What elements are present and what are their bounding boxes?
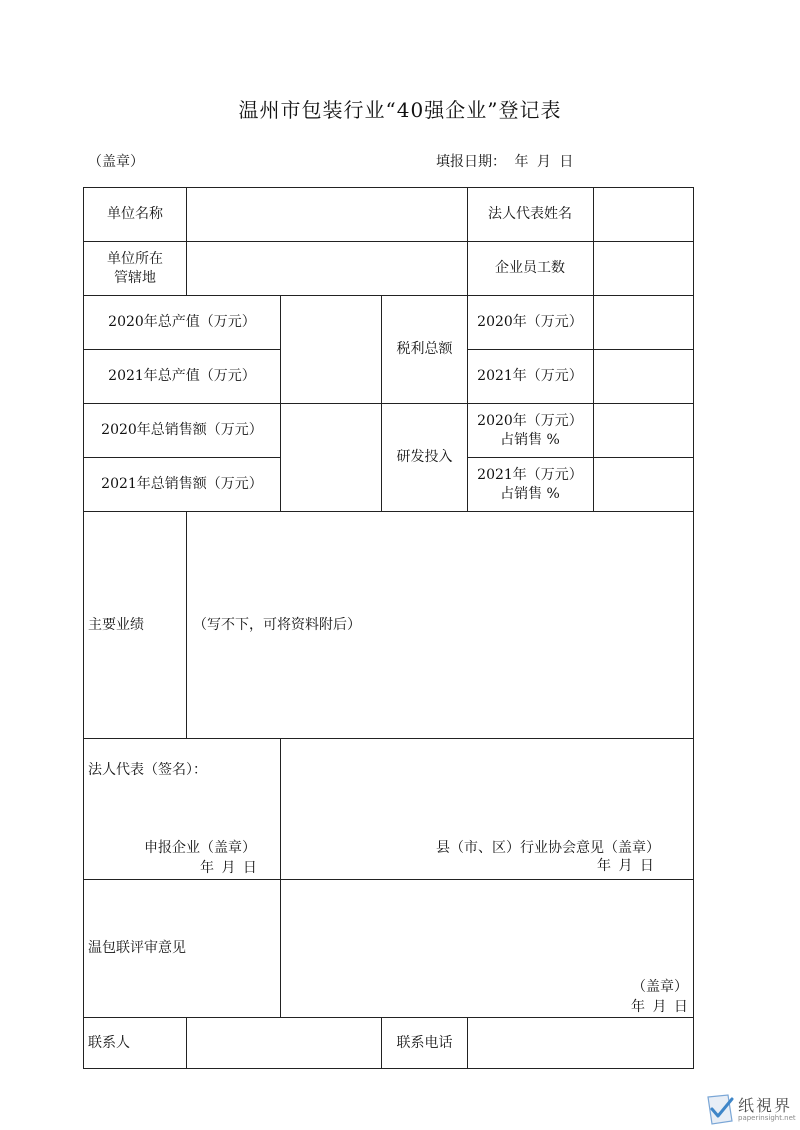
- county-opinion-label: 县（市、区）行业协会意见（盖章）: [436, 840, 660, 856]
- rnd-2020-field[interactable]: [594, 404, 693, 457]
- applicant-seal-label: 申报企业（盖章）: [144, 840, 256, 856]
- rnd-2020-line2: 占销售 %: [500, 431, 560, 448]
- wenbao-review-label: 温包联评审意见: [88, 940, 186, 956]
- rnd-2021-field[interactable]: [594, 458, 693, 511]
- sales-2020-field[interactable]: [281, 404, 381, 457]
- applicant-date: 年 月 日: [200, 860, 257, 876]
- rnd-2021-line1: 2021年（万元）: [477, 466, 583, 483]
- unit-location-label: [84, 242, 186, 295]
- employee-count-field[interactable]: [594, 242, 693, 295]
- unit-location-line2: 管辖地: [114, 269, 156, 286]
- tax-profit-label: 税利总额: [396, 341, 453, 357]
- sales-2021-label: 2021年总销售额（万元）: [101, 476, 263, 492]
- review-seal-label: （盖章）: [632, 979, 688, 995]
- unit-location-field[interactable]: [187, 242, 467, 295]
- output-2021-label: 2021年总产值（万元）: [108, 368, 256, 384]
- legal-rep-sign-label: 法人代表（签名）：: [88, 762, 207, 778]
- page-title: 温州市包装行业“40强企业”登记表: [238, 98, 562, 122]
- sales-2020-label: 2020年总销售额（万元）: [101, 422, 263, 438]
- tax-2021-label: 2021年（万元）: [477, 368, 583, 384]
- sales-2021-field[interactable]: [281, 458, 381, 511]
- achievements-label: 主要业绩: [88, 616, 144, 633]
- rnd-label: 研发投入: [396, 449, 453, 465]
- seal-label: （盖章）: [88, 154, 144, 170]
- review-date: 年 月 日: [631, 999, 688, 1015]
- rnd-2020-line1: 2020年（万元）: [477, 412, 583, 429]
- legal-rep-name-label: 法人代表姓名: [488, 206, 572, 222]
- contact-phone-field[interactable]: [468, 1018, 693, 1068]
- contact-phone-label: 联系电话: [396, 1034, 453, 1051]
- employee-count-label: 企业员工数: [495, 260, 565, 276]
- contact-person-label: 联系人: [88, 1034, 130, 1051]
- output-2021-field[interactable]: [281, 350, 381, 403]
- achievements-field[interactable]: （写不下，可将资料附后）: [193, 616, 361, 633]
- tax-2020-label: 2020年（万元）: [477, 314, 583, 330]
- rnd-2021-label: [467, 458, 593, 511]
- unit-name-label: 单位名称: [107, 206, 163, 222]
- output-2020-field[interactable]: [281, 296, 381, 349]
- rnd-2021-line2: 占销售 %: [500, 485, 560, 502]
- watermark-url: paperinsight.net: [738, 1114, 796, 1122]
- tax-2020-field[interactable]: [594, 296, 693, 349]
- unit-location-line1: 单位所在: [107, 250, 163, 267]
- registration-form: [83, 187, 694, 1069]
- contact-person-field[interactable]: [187, 1018, 381, 1068]
- unit-name-field[interactable]: [187, 188, 467, 241]
- output-2020-label: 2020年总产值（万元）: [108, 314, 256, 330]
- rnd-2020-label: [467, 404, 593, 457]
- tax-2021-field[interactable]: [594, 350, 693, 403]
- fill-date: 填报日期： 年 月 日: [436, 154, 574, 170]
- legal-rep-name-field[interactable]: [594, 188, 693, 241]
- county-date: 年 月 日: [597, 858, 654, 874]
- watermark-brand: 纸視界: [738, 1096, 793, 1115]
